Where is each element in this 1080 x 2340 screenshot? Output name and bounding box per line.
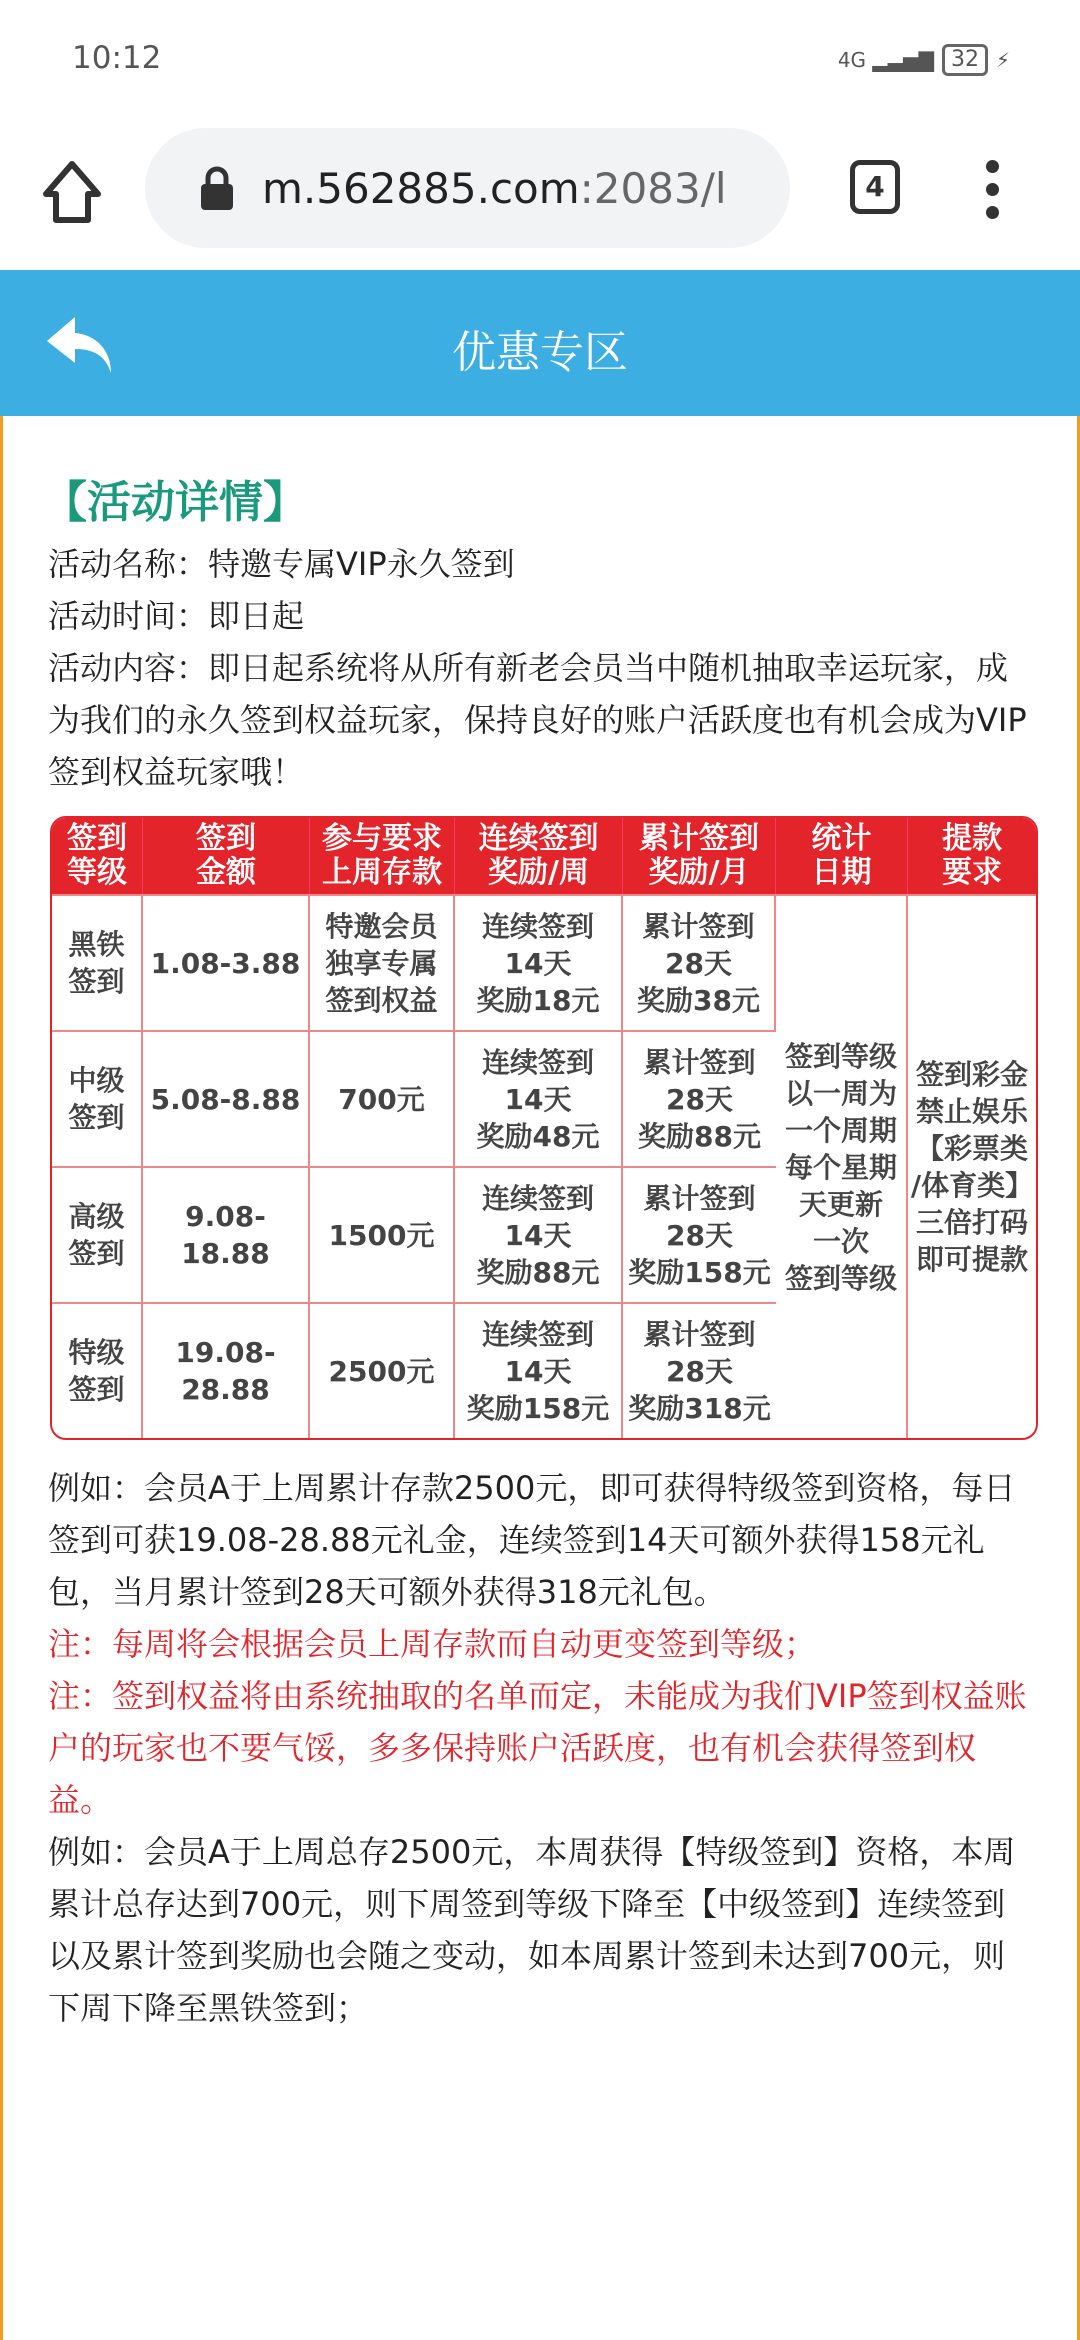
example-text: 例如：会员A于上周累计存款2500元，即可获得特级签到资格，每日签到可获19.08-28.88元礼金，连续签到14天可额外获得158元礼包，当月累计签到28天可额外获得318元礼包。 bbox=[48, 1469, 1016, 1611]
table-header: 累计签到 奖励/月 bbox=[623, 818, 776, 894]
cell: 1500元 bbox=[310, 1166, 455, 1302]
cell: 9.08-18.88 bbox=[143, 1166, 310, 1302]
cell: 累计签到 28天 奖励158元 bbox=[623, 1166, 776, 1302]
cell: 特级 签到 bbox=[52, 1302, 143, 1438]
signal-icon: 4G ▂▃▅▇ bbox=[837, 48, 934, 72]
charging-icon: ⚡ bbox=[995, 48, 1010, 72]
cell: 2500元 bbox=[310, 1302, 455, 1438]
browser-toolbar bbox=[0, 120, 1080, 270]
cell: 特邀会员 独享专属 签到权益 bbox=[310, 894, 455, 1030]
address-bar[interactable] bbox=[145, 128, 790, 248]
cell: 连续签到 14天 奖励158元 bbox=[455, 1302, 623, 1438]
table-header: 提款 要求 bbox=[908, 818, 1036, 894]
page-header bbox=[0, 270, 1080, 416]
table-header: 签到 金额 bbox=[143, 818, 310, 894]
activity-name: 活动名称：特邀专属VIP永久签到 bbox=[48, 545, 515, 583]
url-path: :2083/l bbox=[579, 163, 727, 213]
cell: 高级 签到 bbox=[52, 1166, 143, 1302]
stat-period-cell: 签到等级 以一周为 一个周期 每个星期 天更新 一次 签到等级 bbox=[776, 894, 908, 1438]
cell: 700元 bbox=[310, 1030, 455, 1166]
note-text: 注：每周将会根据会员上周存款而自动更变签到等级； bbox=[48, 1625, 817, 1663]
table-header: 参与要求 上周存款 bbox=[310, 818, 455, 894]
page-title: 优惠专区 bbox=[452, 327, 628, 378]
cell: 1.08-3.88 bbox=[143, 894, 310, 1030]
cell: 累计签到 28天 奖励318元 bbox=[623, 1302, 776, 1438]
tab-switcher-button[interactable]: 4 bbox=[850, 160, 900, 214]
withdraw-cell: 签到彩金 禁止娱乐 【彩票类 /体育类】 三倍打码 即可提款 bbox=[908, 894, 1036, 1438]
table-header: 签到 等级 bbox=[52, 818, 143, 894]
cell: 累计签到 28天 奖励88元 bbox=[623, 1030, 776, 1166]
cell: 中级 签到 bbox=[52, 1030, 143, 1166]
section-title: 【活动详情】 bbox=[43, 477, 307, 528]
table-header-row bbox=[52, 818, 1036, 894]
more-menu-icon[interactable] bbox=[980, 160, 1004, 220]
promo-content bbox=[0, 416, 1080, 2340]
status-bar bbox=[0, 0, 1080, 120]
cell: 5.08-8.88 bbox=[143, 1030, 310, 1166]
table-header: 连续签到 奖励/周 bbox=[455, 818, 623, 894]
lock-icon bbox=[200, 166, 234, 210]
activity-description: 活动内容：即日起系统将从所有新老会员当中随机抽取幸运玩家，成为我们的永久签到权益玩家，保持良好的账户活跃度也有机会成为VIP签到权益玩家哦！ bbox=[48, 649, 1027, 791]
clock: 10:12 bbox=[72, 40, 162, 76]
cell: 19.08-28.88 bbox=[143, 1302, 310, 1438]
cell: 连续签到 14天 奖励88元 bbox=[455, 1166, 623, 1302]
cell: 连续签到 14天 奖励18元 bbox=[455, 894, 623, 1030]
example-text: 例如：会员A于上周总存2500元，本周获得【特级签到】资格，本周累计总存达到700元，则下周签到等级下降至【中级签到】连续签到以及累计签到奖励也会随之变动，如本周累计签到未达到700元，则下周下降至黑铁签到； bbox=[48, 1833, 1016, 2027]
cell: 黑铁 签到 bbox=[52, 894, 143, 1030]
table-header: 统计 日期 bbox=[776, 818, 908, 894]
home-icon[interactable] bbox=[42, 160, 102, 224]
table-row bbox=[52, 894, 1036, 1030]
activity-time: 活动时间：即日起 bbox=[48, 597, 305, 635]
note-text: 注：签到权益将由系统抽取的名单而定，未能成为我们VIP签到权益账户的玩家也不要气馁，多多保持账户活跃度，也有机会获得签到权益。 bbox=[48, 1677, 1027, 1819]
cell: 累计签到 28天 奖励38元 bbox=[623, 894, 776, 1030]
cell: 连续签到 14天 奖励48元 bbox=[455, 1030, 623, 1166]
url-host: m.562885.com bbox=[262, 163, 580, 213]
battery-icon: 32 bbox=[942, 44, 988, 76]
signin-levels-table bbox=[50, 816, 1038, 1440]
